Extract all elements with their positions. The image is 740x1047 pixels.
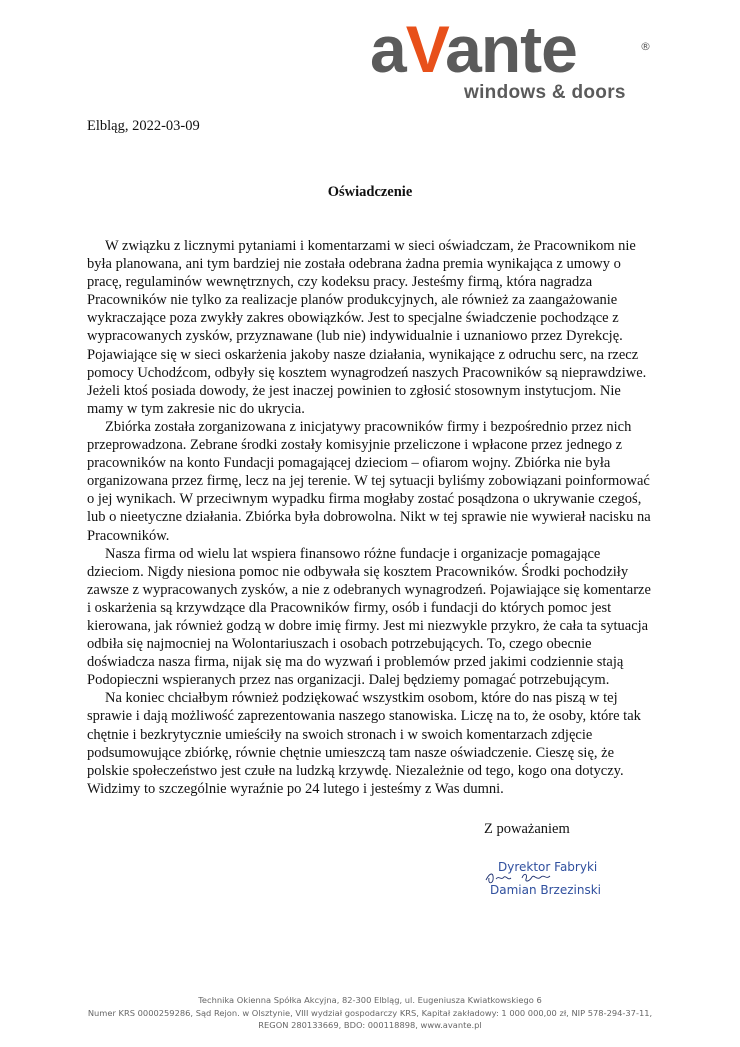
signature-role: Dyrektor Fabryki — [498, 860, 598, 874]
paragraph-2: Zbiórka została zorganizowana z inicjatywy pracowników firmy i bezpośrednio przez nich przeprowadzona. Zebrane środki zostały komisyjnie przeliczone i wpłacone przez jednego z pracowników na konto Fundacji pomagającej dzieciom – ofiarom wojny. Zbiórka nie była organizowana przez firmę, lecz na jej terenie. W tej sytuacji byliśmy zobowiązani poinformować o jej wynikach. W przeciwnym wypadku firma mogłaby zostać posądzona o ukrywanie czegoś, lub o nieetyczne działania. Zbiórka była dobrowolna. Nikt w tej sprawie nie wywierał nacisku na Pracowników. — [87, 418, 651, 544]
signature-stamp — [484, 860, 624, 900]
footer-line-1: Technika Okienna Spółka Akcyjna, 82-300 Elbląg, ul. Eugeniusza Kwiatkowskiego 6 — [198, 995, 542, 1005]
footer-line-2: Numer KRS 0000259286, Sąd Rejon. w Olsztynie, VIII wydział gospodarczy KRS, Kapitał zakładowy: 1 000 000,00 zł, NIP 578-294-37-11, — [87, 1007, 653, 1018]
logo-tagline: windows & doors — [464, 82, 626, 103]
avante-logo — [370, 12, 660, 106]
paragraph-3: Nasza firma od wielu lat wspiera finansowo różne fundacje i organizacje pomagające dzieciom. Nigdy niesiona pomoc nie odbywała się kosztem Pracowników. Środki pochodziły zawsze z wypracowanych zysków, a nie z odebranych wynagrodzeń. Pojawiające się komentarze i oskarżenia są krzywdzące dla Pracowników firmy, osób i fundacji do których pomoc jest kierowana, jak również godzą w dobre imię firmy. Jest mi niezwykle przykro, że cała ta sytuacja odbiła się najmocniej na Wolontariuszach i osobach potrzebujących. To, czego obecnie doświadcza nasza firma, nijak się ma do wyzwań i problemów przed jakimi codziennie stają Podopieczni wspieranych przez nas organizacji. Dalej będziemy pomagać potrzebującym. — [87, 545, 651, 689]
registered-mark: ® — [640, 40, 651, 53]
paragraph-4: Na koniec chciałbym również podziękować wszystkim osobom, które do nas piszą w tej sprawie i dają możliwość zaprezentowania naszego stanowiska. Liczę na to, że osoby, które tak chętnie i bezkrytycznie umieściły na swoich stronach i w swoich komentarzach zdjęcie podsumowujące zbiórkę, równie chętnie umieszczą tam nasze oświadczenie. Cieszę się, że polskie społeczeństwo jest czułe na ludzką krzywdę. Niezależnie od tego, kogo ona dotyczy. Widzimy to szczególnie wyraźnie po 24 lutego i jesteśmy z Was dumni. — [87, 690, 641, 797]
logo-letter-a: a — [370, 12, 406, 86]
logo-wordmark — [370, 12, 577, 86]
letter-body — [87, 237, 652, 798]
company-footer — [0, 994, 740, 1032]
letter-date: Elbląg, 2022-03-09 — [87, 118, 200, 134]
closing-salutation: Z poważaniem — [484, 821, 570, 837]
logo-letters-ante: ante — [445, 12, 577, 86]
letter-title: Oświadczenie — [327, 184, 413, 200]
logo-letter-v: V — [405, 12, 446, 86]
paragraph-1: W związku z licznymi pytaniami i komentarzami w sieci oświadczam, że Pracownikom nie była planowana, ani tym bardziej nie została odebrana żadna premia wynikająca z umowy o pracę, regulaminów wewnętrznych, czy kodeksu pracy. Jesteśmy firmą, która nagradza Pracowników nie tylko za realizacje planów produkcyjnych, ale również za zaangażowanie wykraczające poza zwykły zakres obowiązków. Jest to specjalne świadczenie pochodzące z wypracowanych zysków, przyznawane (lub nie) indywidualnie i uznaniowo przez Dyrekcję. Pojawiające się w sieci oskarżenia jakoby nasze działania, wynikające z odruchu serc, na rzecz pomocy Uchodźcom, odbyły się kosztem wynagrodzeń naszych Pracowników są nieprawdziwe. Jeżeli ktoś posiada dowody, że jest inaczej powinien to zgłosić stosownym instytucjom. Nie mamy w tym zakresie nic do ukrycia. — [87, 238, 647, 417]
footer-line-3: REGON 280133669, BDO: 000118898, www.avante.pl — [258, 1020, 482, 1030]
signature-name: Damian Brzezinski — [490, 883, 602, 897]
